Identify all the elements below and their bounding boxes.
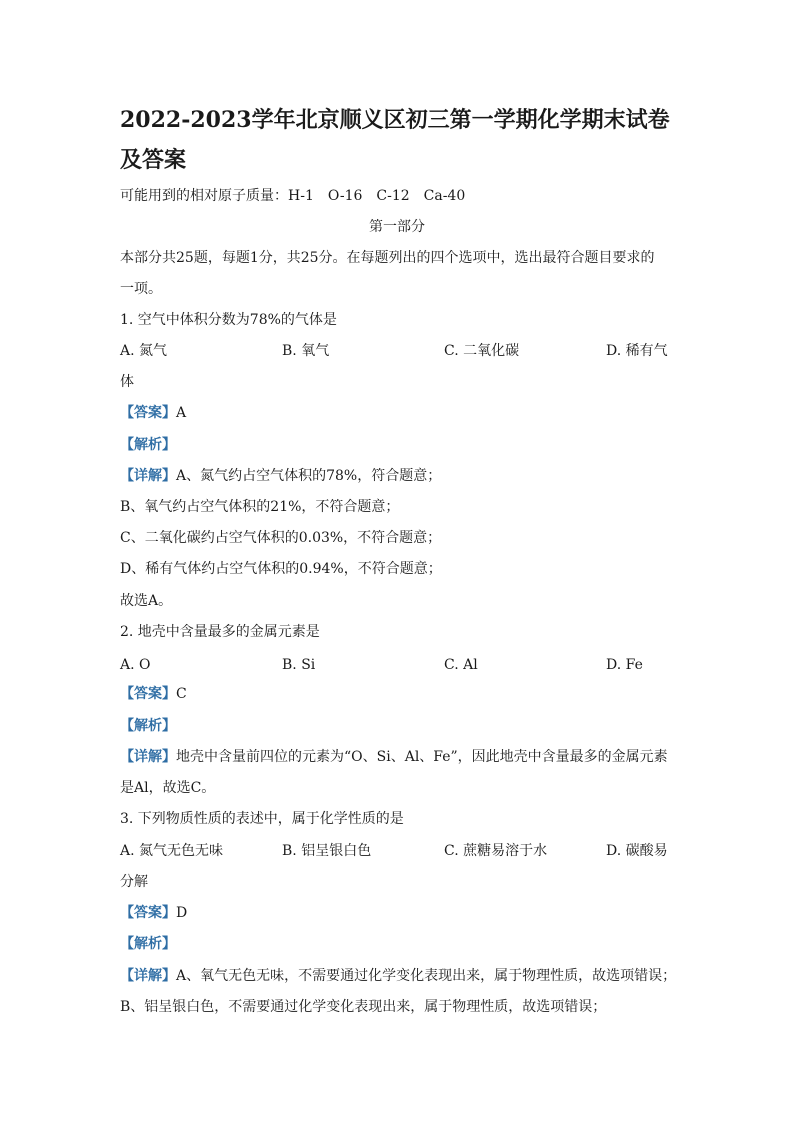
- question-3-stem: 3. 下列物质性质的表述中，属于化学性质的是: [120, 811, 404, 827]
- question-3-analysis: [120, 934, 176, 954]
- question-3-detail-line-2: B、铝呈银白色，不需要通过化学变化表现出来，属于物理性质，故选项错误；: [120, 999, 607, 1015]
- answer-label: 【答案】: [120, 405, 176, 421]
- section-intro-line-2: 一项。: [120, 281, 162, 297]
- detail-text: 地壳中含量前四位的元素为“O、Si、Al、Fe”，因此地壳中含量最多的金属元素: [176, 749, 668, 765]
- detail-label: 【详解】: [120, 468, 176, 484]
- question-2-detail-line-2: 是Al，故选C。: [120, 780, 216, 796]
- question-2-answer: [120, 684, 187, 704]
- question-3-answer: [120, 903, 187, 923]
- question-3-option-b: B. 铝呈银白色: [282, 843, 372, 859]
- question-1-detail-line-5: 故选A。: [120, 593, 173, 609]
- atomic-mass-note: 可能用到的相对原子质量：H-1 O-16 C-12 Ca-40: [120, 188, 466, 204]
- question-1-analysis: [120, 435, 176, 455]
- question-2-option-a: A. O: [120, 657, 151, 673]
- question-3-option-a: A. 氮气无色无味: [120, 843, 224, 859]
- question-2-option-c: C. Al: [444, 657, 478, 673]
- answer-label: 【答案】: [120, 686, 176, 702]
- question-3-option-c: C. 蔗糖易溶于水: [444, 843, 548, 859]
- page-title: 2022-2023学年北京顺义区初三第一学期化学期末试卷及答案: [120, 107, 670, 173]
- section-intro-line-1: 本部分共25题，每题1分，共25分。在每题列出的四个选项中，选出最符合题目要求的: [120, 250, 655, 266]
- question-1-option-d-wrap: 体: [120, 374, 134, 390]
- question-2-stem: 2. 地壳中含量最多的金属元素是: [120, 624, 320, 640]
- question-1-detail-line-4: D、稀有气体约占空气体积的0.94%，不符合题意；: [120, 561, 442, 577]
- question-2-detail-line-1: [120, 747, 668, 767]
- analysis-label: 【解析】: [120, 936, 176, 952]
- detail-label: 【详解】: [120, 968, 176, 984]
- question-3-detail-line-1: [120, 966, 676, 986]
- question-1-option-c: C. 二氧化碳: [444, 343, 520, 359]
- question-1-option-a: A. 氮气: [120, 343, 168, 359]
- question-1-detail-line-1: [120, 466, 441, 486]
- answer-label: 【答案】: [120, 905, 176, 921]
- question-1-detail-line-2: B、氧气约占空气体积的21%，不符合题意；: [120, 499, 400, 515]
- question-2-analysis: [120, 716, 176, 736]
- analysis-label: 【解析】: [120, 718, 176, 734]
- question-1-detail-line-3: C、二氧化碳约占空气体积的0.03%，不符合题意；: [120, 530, 442, 546]
- answer-value: C: [176, 686, 187, 702]
- detail-text: A、氮气约占空气体积的78%，符合题意；: [176, 468, 442, 484]
- question-1-stem: 1. 空气中体积分数为78%的气体是: [120, 312, 337, 328]
- question-3-option-d: D. 碳酸易: [606, 843, 668, 859]
- answer-value: D: [176, 905, 188, 921]
- question-3-option-d-wrap: 分解: [120, 874, 148, 890]
- analysis-label: 【解析】: [120, 437, 176, 453]
- section-title: 第一部分: [369, 219, 425, 235]
- question-1-option-d: D. 稀有气: [606, 343, 668, 359]
- question-2-option-d: D. Fe: [606, 657, 643, 673]
- answer-value: A: [176, 405, 187, 421]
- question-2-option-b: B. Si: [282, 657, 316, 673]
- question-1-answer: [120, 403, 186, 423]
- detail-label: 【详解】: [120, 749, 176, 765]
- detail-text: A、氧气无色无味，不需要通过化学变化表现出来，属于物理性质，故选项错误；: [176, 968, 677, 984]
- question-1-option-b: B. 氧气: [282, 343, 330, 359]
